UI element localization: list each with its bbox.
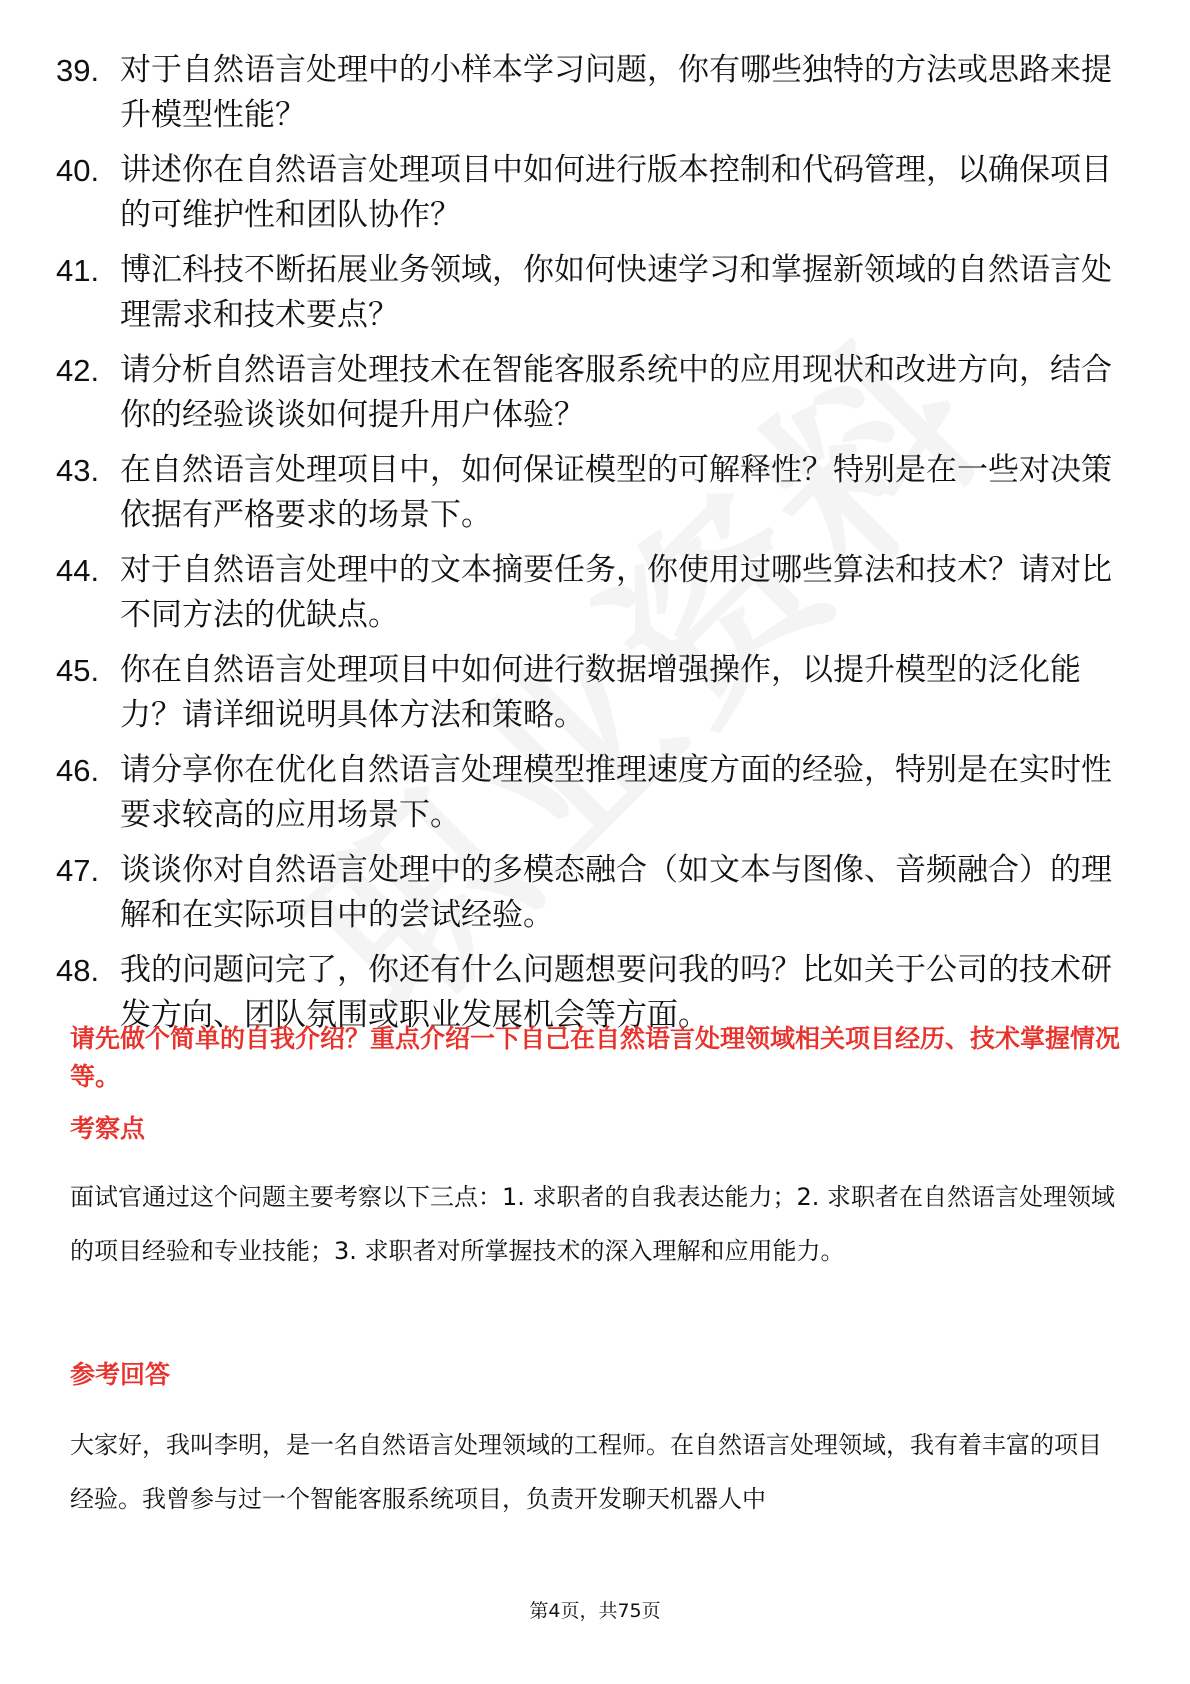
focus-heading: 考察点 — [70, 1114, 146, 1143]
question-text: 对于自然语言处理中的文本摘要任务，你使用过哪些算法和技术？请对比不同方法的优缺点。 — [120, 552, 1112, 633]
question-text: 对于自然语言处理中的小样本学习问题，你有哪些独特的方法或思路来提升模型性能？ — [120, 52, 1112, 133]
answer-heading: 参考回答 — [70, 1360, 171, 1389]
page-footer: 第4页，共75页 — [529, 1600, 661, 1622]
question-text: 在自然语言处理项目中，如何保证模型的可解释性？特别是在一些对决策依据有严格要求的场景下。 — [120, 452, 1112, 533]
question-list — [56, 48, 1136, 1048]
question-number: 40. — [56, 153, 100, 188]
answer-text: 大家好，我叫李明，是一名自然语言处理领域的工程师。在自然语言处理领域，我有着丰富的项目经验。我曾参与过一个智能客服系统项目，负责开发聊天机器人中 — [70, 1431, 1102, 1513]
question-text: 博汇科技不断拓展业务领域，你如何快速学习和掌握新领域的自然语言处理需求和技术要点？ — [120, 252, 1112, 333]
list-item — [56, 648, 1136, 738]
question-number: 45. — [56, 653, 100, 688]
question-number: 41. — [56, 253, 100, 288]
question-text: 谈谈你对自然语言处理中的多模态融合（如文本与图像、音频融合）的理解和在实际项目中的尝试经验。 — [120, 852, 1112, 933]
question-number: 44. — [56, 553, 100, 588]
question-number: 39. — [56, 53, 100, 88]
list-item — [56, 348, 1136, 438]
list-item — [56, 848, 1136, 938]
focus-text: 面试官通过这个问题主要考察以下三点：1. 求职者的自我表达能力；2. 求职者在自然语言处理领域的项目经验和专业技能；3. 求职者对所掌握技术的深入理解和应用能力。 — [70, 1183, 1116, 1265]
question-text: 你在自然语言处理项目中如何进行数据增强操作，以提升模型的泛化能力？请详细说明具体方法和策略。 — [120, 652, 1081, 733]
list-item — [56, 248, 1136, 338]
list-item — [56, 748, 1136, 838]
question-text: 请分析自然语言处理技术在智能客服系统中的应用现状和改进方向，结合你的经验谈谈如何提升用户体验？ — [120, 352, 1112, 433]
question-text: 我的问题问完了，你还有什么问题想要问我的吗？比如关于公司的技术研发方向、团队氛围或职业发展机会等方面。 — [120, 952, 1112, 1033]
list-item — [56, 548, 1136, 638]
question-number: 46. — [56, 753, 100, 788]
list-item — [56, 148, 1136, 238]
question-number: 42. — [56, 353, 100, 388]
question-number: 48. — [56, 953, 100, 988]
question-number: 47. — [56, 853, 100, 888]
list-item — [56, 448, 1136, 538]
highlight-question: 请先做个简单的自我介绍？重点介绍一下自己在自然语言处理领域相关项目经历、技术掌握情况等。 — [70, 1024, 1121, 1091]
question-text: 请分享你在优化自然语言处理模型推理速度方面的经验，特别是在实时性要求较高的应用场景下。 — [120, 752, 1112, 833]
list-item — [56, 48, 1136, 138]
question-number: 43. — [56, 453, 100, 488]
question-text: 讲述你在自然语言处理项目中如何进行版本控制和代码管理，以确保项目的可维护性和团队协作？ — [120, 152, 1112, 233]
